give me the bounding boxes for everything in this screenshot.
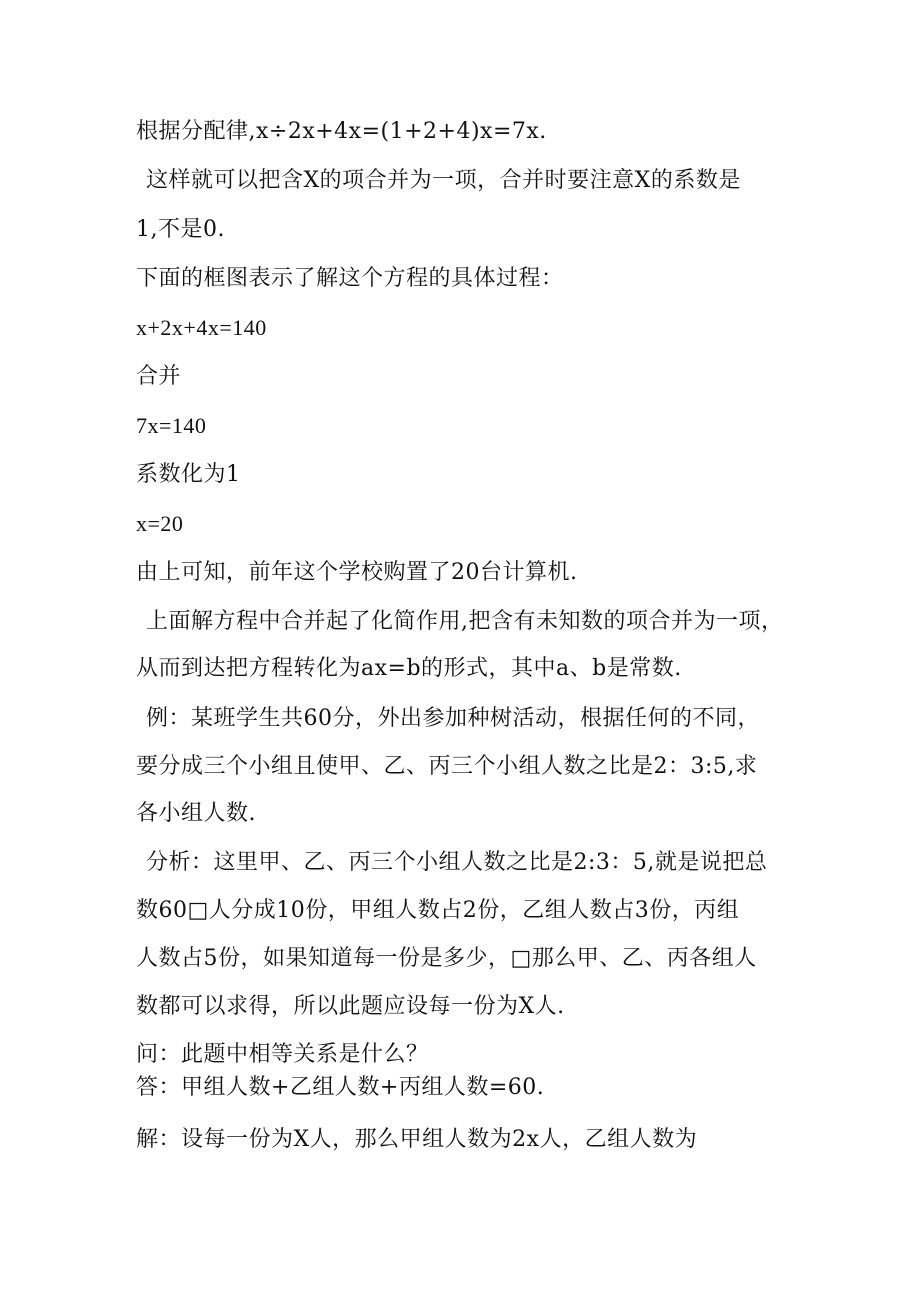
text-line: 分析：这里甲、乙、丙三个小组人数之比是2:3：5,就是说把总 xyxy=(146,850,768,875)
equation-line: 7x=140 xyxy=(136,413,207,438)
text-line: 下面的框图表示了解这个方程的具体过程： xyxy=(136,266,564,291)
equation-line: x+2x+4x=140 xyxy=(136,315,267,340)
text-line: 要分成三个小组且使甲、乙、丙三个小组人数之比是2：3:5,求 xyxy=(136,754,758,779)
text-line: 从而到达把方程转化为ax=b的形式，其中a、b是常数. xyxy=(136,656,682,681)
text-line: 上面解方程中合并起了化简作用,把含有未知数的项合并为一项， xyxy=(146,609,784,634)
text-line: 根据分配律,x÷2x+4x=(1+2+4)x=7x. xyxy=(136,119,547,144)
text-line: 人数占5份，如果知道每一份是多少，□那么甲、乙、丙各组人 xyxy=(136,946,757,971)
text-line: 系数化为1 xyxy=(136,462,241,487)
text-line: 解：设每一份为X人，那么甲组人数为2x人，乙组人数为 xyxy=(136,1127,698,1152)
text-line: 数60□人分成10份，甲组人数占2份，乙组人数占3份，丙组 xyxy=(136,898,740,923)
text-line: 例：某班学生共60分，外出参加种树活动，根据任何的不同， xyxy=(146,706,760,731)
text-line: 数都可以求得，所以此题应设每一份为X人. xyxy=(136,994,565,1019)
text-line: 1,不是0. xyxy=(136,217,225,242)
text-line: 答：甲组人数+乙组人数+丙组人数=60. xyxy=(136,1075,545,1100)
text-line: 各小组人数. xyxy=(136,801,256,826)
text-line: 合并 xyxy=(136,364,182,389)
text-line: 由上可知，前年这个学校购置了20台计算机. xyxy=(136,560,578,585)
text-line: 这样就可以把含X的项合并为一项，合并时要注意X的系数是 xyxy=(146,168,741,193)
text-line: 问：此题中相等关系是什么？ xyxy=(136,1042,429,1067)
equation-line: x=20 xyxy=(136,511,184,536)
